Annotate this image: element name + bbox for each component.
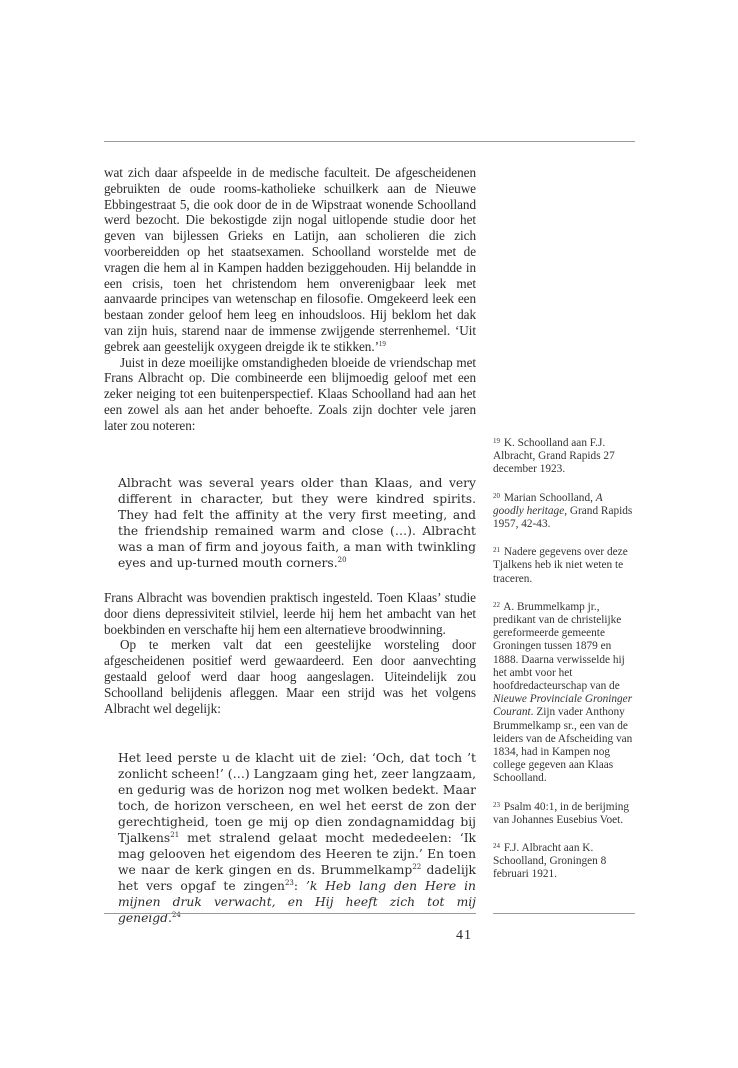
footnote-ref-20[interactable]: 20 — [337, 556, 347, 564]
bottom-rule-main — [104, 913, 476, 914]
paragraph-4: Op te merken valt dat een geestelijke worsteling door afgescheidenen positief werd gewaardeerd. Een door aanvechting gestaald geloof werd daar hoog aangeslagen. Uiteindelijk zou Schoolland belijdenis afleggen. Maar een strijd was het volgens Albracht wel degelijk: — [104, 637, 476, 716]
footnote-20: $^{20}$ Marian Schoolland, A goodly heritage, Grand Rapids 1957, 42-43. — [493, 491, 633, 531]
footnote-ref-22[interactable]: 22 — [412, 863, 422, 871]
bottom-rule-notes — [493, 913, 635, 914]
footnote-ref-19[interactable]: 19 — [378, 339, 386, 348]
footnote-23: $^{23}$ Psalm 40:1, in de berijming van Johannes Eusebius Voet. — [493, 800, 630, 826]
footnote-ref-23[interactable]: 23 — [284, 879, 294, 887]
paragraph-3: Frans Albracht was bovendien praktisch ingesteld. Toen Klaas’ studie door diens depressiviteit stilviel, leerde hij hem het ambacht van het boekbinden en verschafte hij hem een alternatieve broodwinning. — [104, 590, 476, 637]
footnotes-column — [493, 435, 635, 895]
main-text-block-1 — [104, 165, 476, 434]
top-rule — [104, 141, 635, 142]
block-quote-1: Albracht was several years older than Klaas, and very different in character, but they were kindred spirits. They had felt the affinity at the very first meeting, and the friendship remained warm and close (…). Albracht was a man of firm and joyous faith, a man with twinkling eyes and up-turned mouth corners.$^{20}$ — [118, 476, 476, 570]
footnote-22: $^{22}$ A. Brummelkamp jr., predikant van de christelijke gereformeerde gemeente Groningen tussen 1879 en 1888. Daarna verwisselde hij het ambt voor het hoofdredacteurschap van de Nieuwe Provinciale Groninger Courant. Zijn vader Anthony Brummelkamp sr., een van de leiders van de Afscheiding van 1834, had in Kampen nog college gegeven aan Klaas Schoolland. — [493, 600, 633, 785]
page-number: 41 — [456, 928, 472, 943]
footnote-19: $^{19}$ K. Schoolland aan F.J. Albracht, Grand Rapids 27 december 1923. — [493, 437, 615, 476]
footnote-21: $^{21}$ Nadere gegevens over deze Tjalkens heb ik niet weten te traceren. — [493, 546, 628, 585]
quote-italic: ’k Heb lang den Here in mijnen druk verwacht, en Hij heeft zich tot mij geneigd — [118, 879, 476, 925]
main-text-block-2 — [104, 590, 476, 716]
footnote-ref-21[interactable]: 21 — [170, 831, 180, 839]
footnote-24: $^{24}$ F.J. Albracht aan K. Schoolland, Groningen 8 februari 1921. — [493, 842, 607, 881]
block-quote-2: Het leed perste u de klacht uit de ziel: ‘Och, dat toch ’t zonlicht scheen!’ (…) Langzaam ging het, zeer langzaam, en gedurig was de horizon nog met wolken bedekt. Maar toch, de horizon verscheen, en wel het eerst de zon der gerechtigheid, toen ge mij op dien zondagnamiddag bij Tjalkens$^{21}$ met stralend gelaat mocht mededeelen: ‘Ik mag gelooven het eigendom des Heeren te zijn.’ En toen we naar de kerk gingen en ds. Brummelkamp$^{22}$ dadelijk het vers opgaf te zingen$^{23}$: ’k Heb lang den Here in mijnen druk verwacht, en Hij heeft zich tot mij geneigd.$^{24}$ — [118, 751, 477, 925]
paragraph-1: wat zich daar afspeelde in de medische faculteit. De afgescheidenen gebruikten de oude rooms-katholieke schuilkerk aan de Nieuwe Ebbingestraat 5, die ook door de in de Wipstraat wonende Schoolland werd bezocht. Die bekostigde zijn nogal uitlopende studie door het geven van bijlessen Grieks en Latijn, aan scholieren die zich voorbereidden op het staatsexamen. Schoolland worstelde met de vragen die hem al in Kampen hadden beziggehouden. Hij belandde in een crisis, toen het christendom hem onverenigbaar leek met aanvaarde principes van wetenschap en filosofie. Omgekeerd leek een bestaan zonder geloof hem leeg en inhoudsloos. Hij beklom het dak van zijn huis, starend naar de immense zwijgende sterrenhemel. ‘Uit gebrek aan geestelijk oxygeen dreigde ik te stikken.’$^{19}$ — [104, 165, 476, 354]
paragraph-2: Juist in deze moeilijke omstandigheden bloeide de vriendschap met Frans Albracht op. Die combineerde een blijmoedig geloof met een zeker neiging tot een buitenperspectief. Klaas Schoolland had aan het een zowel als aan het ander behoefte. Zoals zijn dochter vele jaren later zou noteren: — [104, 354, 476, 433]
footnote-ref-24[interactable]: 24 — [171, 911, 181, 919]
